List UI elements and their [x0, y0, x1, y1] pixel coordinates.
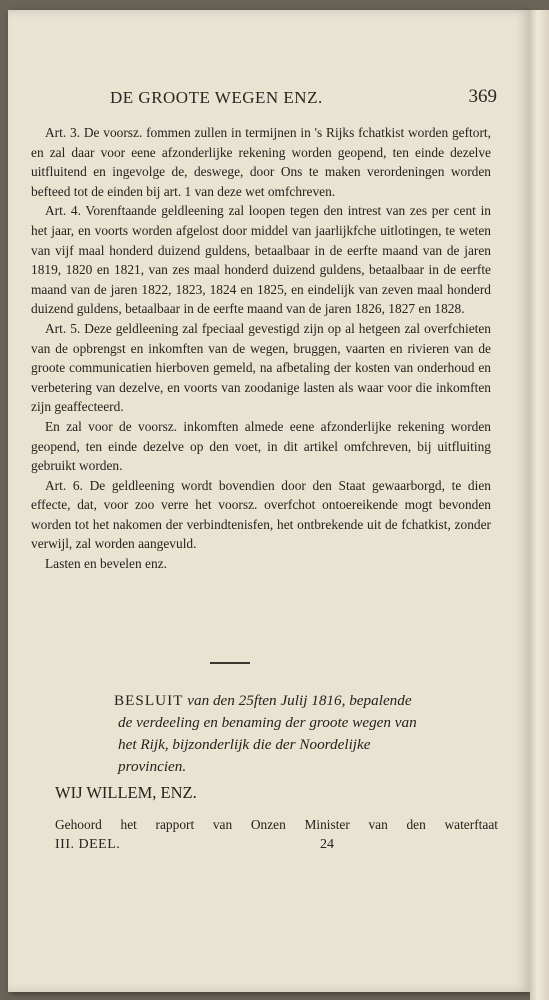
header-title: DE GROOTE WEGEN ENZ.	[110, 88, 323, 107]
wij-willem: WIJ WILLEM, ENZ.	[55, 783, 197, 802]
paragraph-art5-cont: En zal voor de voorsz. inkomften almede eene afzonderlijke rekening worden geopend, ten einde dezelve op den voet, in dit artikel omfchreven, bij uitfluiting gebruikt worden.	[31, 418, 491, 474]
signature-volume: III. DEEL.	[55, 837, 121, 852]
paragraph-art3: Art. 3. De voorsz. fommen zullen in termijnen in 's Rijks fchatkist worden geftort, en zal daar voor eene afzonderlijke rekening worden geopend, ten einde dezelve uitfluitend en ingevolge de, deswege, door Ons te maken verordeningen worden befteed tot de einden bij art. 1 van deze wet omfchreven.	[31, 125, 491, 199]
section-divider	[210, 662, 250, 664]
besluit-heading	[114, 690, 426, 778]
signature-sheet: 24	[320, 837, 334, 852]
gehoord-line: Gehoord het rapport van Onzen Minister van den waterftaat	[55, 817, 498, 832]
paragraph-art4: Art. 4. Vorenftaande geldleening zal loopen tegen den intrest van zes per cent in het jaar, en voorts worden afgelost door middel van jaarlijkfche uitlotingen, te weten van vijf maal honderd duizend guldens, betaalbaar in de eerfte maand van de jaren 1819, 1820 en 1821, van zes maal honderd duizend guldens, betaalbaar in de eerfte maand van de jaren 1822, 1823, 1824 en 1825, en eindelijk van zeven maal honderd duizend guldens, betaalbaar in de eerfte maand van de jaren 1826, 1827 en 1828.	[31, 203, 491, 317]
paragraph-art6: Art. 6. De geldleening wordt bovendien door den Staat gewaarborgd, te dien effecte, dat, voor zoo verre het voorsz. overfchot ontoereikende mogt bevonden worden tot het nakomen der verbindtenisfen, het ontbrekende uit de fchatkist, zonder verwijl, zal worden aangevuld.	[31, 477, 491, 552]
page-number: 369	[468, 86, 497, 107]
besluit-label: BESLUIT	[114, 692, 184, 709]
paragraph-art5: Art. 5. Deze geldleening zal fpeciaal gevestigd zijn op al hetgeen zal overfchieten van de opbrengst en inkomften van de wegen, bruggen, vaarten en rivieren van de groote communicatien hierboven gemeld, na afbetaling der kosten van onderhoud en verbetering van dezelve, en voorts van zoodanige lasten als waar voor die inkomften zijn geaffecteerd.	[31, 320, 491, 415]
running-header	[42, 88, 497, 112]
besluit-text: van den 25ften Julij 1816, bepalende de verdeeling en benaming der groote wegen van het Rijk, bijzonderlijk die der Noordelijke provincien.	[118, 692, 417, 775]
page-edge	[530, 10, 549, 1000]
body-text	[31, 123, 491, 574]
paragraph-closing: Lasten en bevelen enz.	[45, 556, 167, 572]
